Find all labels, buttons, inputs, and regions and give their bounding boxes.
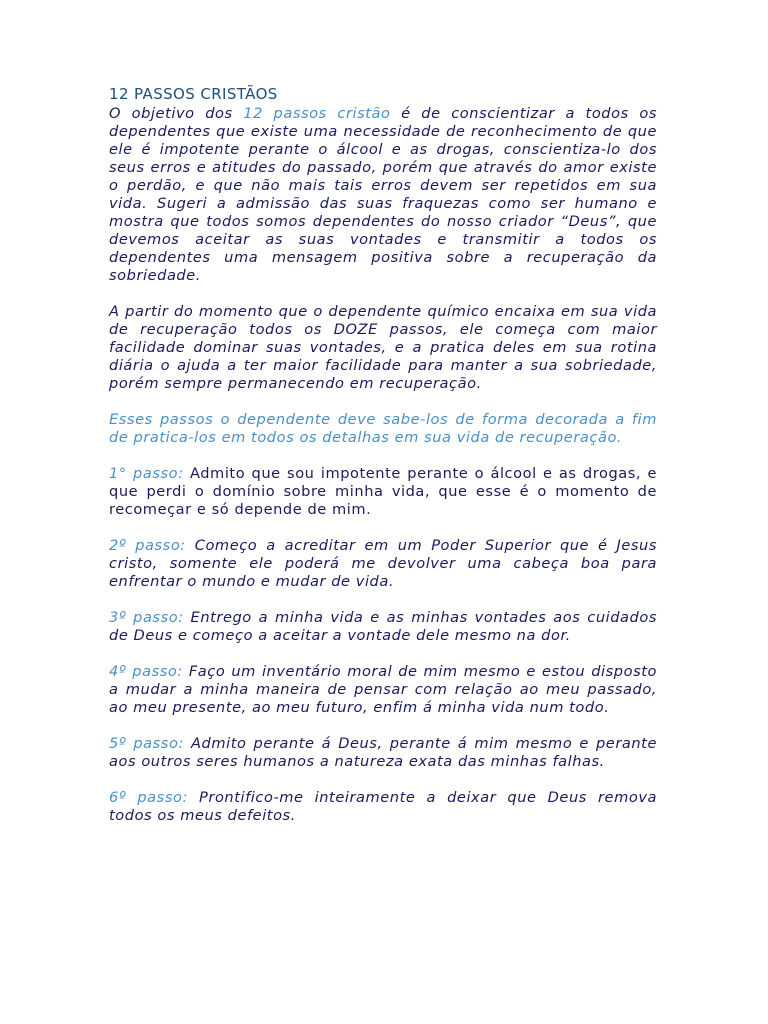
step-5-label: 5º passo: — [109, 735, 184, 752]
step-4-text: Faço um inventário moral de mim mesmo e estou disposto a mudar a minha maneira de pensar com relação ao meu passado, ao meu presente, ao meu futuro, enfim á minha vida num todo. — [109, 663, 657, 716]
paragraph-memorize: Esses passos o dependente deve sabe-los de forma decorada a fim de pratica-los em todos os detalhas em sua vida de recuperação. — [109, 411, 657, 446]
step-1-text: Admito que sou impotente perante o álcool e as drogas, e que perdi o domínio sobre minha vida, que esse é o momento de recomeçar e só depende de mim. — [109, 465, 657, 518]
step-4-label: 4º passo: — [109, 663, 183, 680]
step-6-label: 6º passo: — [109, 789, 188, 806]
step-5 — [109, 735, 657, 771]
step-2 — [109, 537, 657, 591]
intro-paragraph — [109, 105, 657, 285]
paragraph-recovery: A partir do momento que o dependente químico encaixa em sua vida de recuperação todos os DOZE passos, ele começa com maior facilidade dominar suas vontades, e a pratica deles em sua rotina diária o ajuda a ter maior facilidade para manter a sua sobriedade, porém sempre permanecendo em recuperação. — [109, 303, 657, 392]
document-page — [109, 84, 657, 843]
step-3-text: Entrego a minha vida e as minhas vontades aos cuidados de Deus e começo a aceitar a vontade dele mesmo na dor. — [109, 609, 657, 644]
intro-text-rest: é de conscientizar a todos os dependentes que existe uma necessidade de reconhecimento de que ele é impotente perante o álcool e as drogas, conscientiza-lo dos seus erros e atitudes do passado, porém que através do amor existe o perdão, e que não mais tais erros devem ser repetidos em sua vida. Sugeri a admissão das suas fraquezas como ser humano e mostra que todos somos dependentes do nosso criador “Deus”, que devemos aceitar as suas vontades e transmitir a todos os dependentes uma mensagem positiva sobre a recuperação da sobriedade. — [109, 105, 657, 284]
step-2-text: Começo a acreditar em um Poder Superior que é Jesus cristo, somente ele poderá me devolver uma cabeça boa para enfrentar o mundo e mudar de vida. — [109, 537, 657, 590]
step-3-label: 3º passo: — [109, 609, 184, 626]
step-4 — [109, 663, 657, 717]
intro-highlight: 12 passos cristão — [243, 105, 391, 122]
step-5-text: Admito perante á Deus, perante á mim mesmo e perante aos outros seres humanos a natureza exata das minhas falhas. — [109, 735, 657, 770]
step-3 — [109, 609, 657, 645]
step-2-label: 2º passo: — [109, 537, 186, 554]
step-1 — [109, 465, 657, 519]
step-6 — [109, 789, 657, 825]
document-title: 12 PASSOS CRISTÃOS — [109, 85, 278, 103]
intro-text-start: O objetivo dos — [109, 105, 244, 122]
step-1-label: 1° passo: — [109, 465, 184, 482]
step-6-text: Prontifico-me inteiramente a deixar que Deus remova todos os meus defeitos. — [109, 789, 657, 824]
